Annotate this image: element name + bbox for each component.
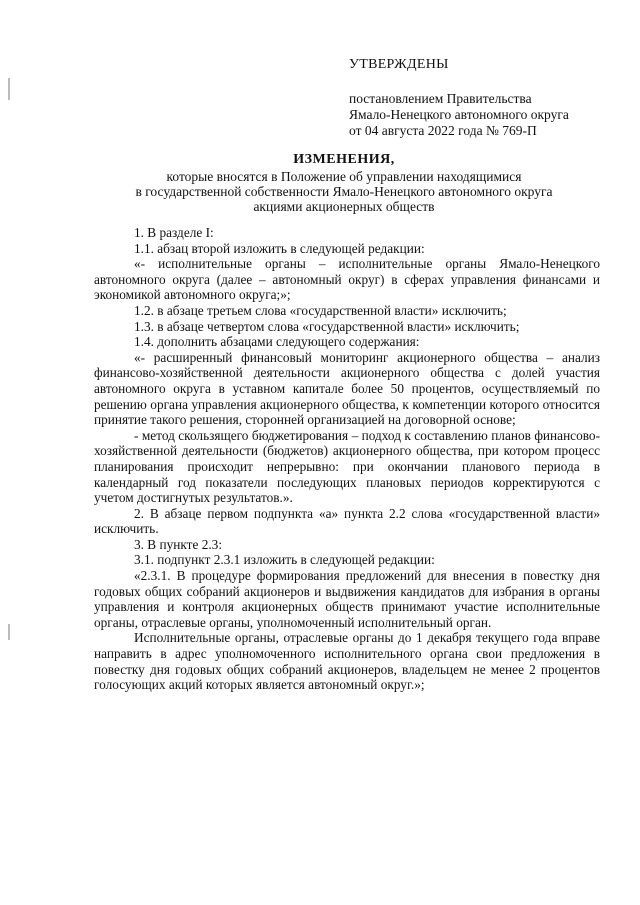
paragraph: 1. В разделе I: (134, 225, 214, 240)
approval-line: от 04 августа 2022 года № 769-П (349, 123, 537, 138)
paragraph: «- расширенный финансовый мониторинг акционерного общества – анализ финансово-хозяйственной деятельности акционерного общества с долей участия автономного округа в уставном капитале более 50 процентов, осуществляемый по решению органа управления акционерного общества, к компетенции которого относится принятие такого решения, сторонней организацией на договорной основе; (94, 349, 600, 428)
paragraph: 1.4. дополнить абзацами следующего содержания: (134, 334, 420, 350)
paragraph: 3.1. подпункт 2.3.1 изложить в следующей редакции: (134, 552, 435, 568)
paragraph: «- исполнительные органы – исполнительные органы Ямало-Ненецкого автономного округа (далее – автономный округ) в сферах управления финансами и экономикой автономного округа;»; (94, 256, 600, 303)
heading-line: акциями акционерных обществ (253, 199, 435, 214)
paragraph: - метод скользящего бюджетирования – подход к составлению планов финансово-хозяйственной деятельности (бюджетов) акционерного общества, при котором процесс планирования происходит непрерывно: при окончании планового периода в календарный год показатели последующих плановых периодов корректируются с учетом достигнутых результатов.». (94, 427, 600, 506)
approval-line: постановлением Правительства (349, 91, 532, 106)
scan-margin-mark (8, 78, 10, 100)
paragraph: 1.2. в абзаце третьем слова «государственной власти» исключить; (134, 302, 507, 318)
document-heading (96, 152, 592, 214)
heading-line: в государственной собственности Ямало-Ненецкого автономного округа (135, 184, 553, 199)
paragraph: «2.3.1. В процедуре формирования предложений для внесения в повестку дня годовых общих собраний акционеров и выдвижения кандидатов для избрания в органы управления и контроля акционерных обществ принимают участие исполнительные органы, отраслевые органы, уполномоченный исполнительный орган. (94, 568, 600, 630)
heading-title: ИЗМЕНЕНИЯ, (293, 152, 395, 167)
paragraph: 1.1. абзац второй изложить в следующей редакции: (134, 240, 425, 256)
scan-margin-mark (8, 624, 10, 640)
approval-line: Ямало-Ненецкого автономного округа (349, 107, 569, 122)
document-body (94, 225, 600, 693)
paragraph: 1.3. в абзаце четвертом слова «государственной власти» исключить; (134, 318, 520, 334)
heading-line: которые вносятся в Положение об управлении находящимися (166, 169, 522, 184)
paragraph: Исполнительные органы, отраслевые органы до 1 декабря текущего года вправе направить в адрес уполномоченного исполнительного органа свои предложения в повестку дня годовых общих собраний акционеров, владельцем не менее 2 процентов голосующих акций которых является автономный округ.»; (94, 630, 600, 693)
approval-title: УТВЕРЖДЕНЫ (349, 57, 449, 72)
paragraph: 3. В пункте 2.3: (134, 536, 223, 552)
approval-block (349, 57, 619, 139)
paragraph: 2. В абзаце первом подпункта «а» пункта 2.2 слова «государственной власти» исключить. (94, 505, 600, 537)
